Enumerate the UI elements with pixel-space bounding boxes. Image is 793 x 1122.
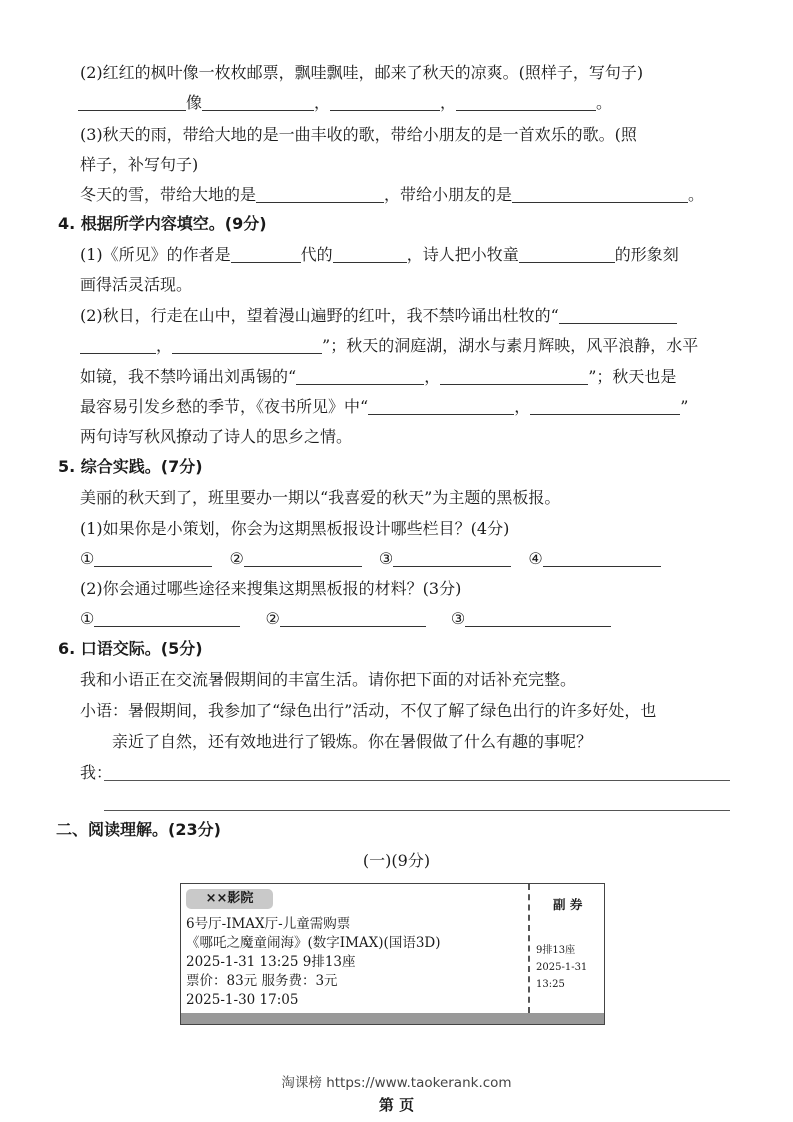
mark: ① [80,549,95,568]
answer-blank[interactable] [78,94,186,111]
text: 的形象刻 [614,245,679,264]
comma: ， [440,93,457,112]
text: ，诗人把小牧童 [406,245,519,264]
answer-blank[interactable] [519,246,615,263]
answer-blank[interactable] [530,398,680,415]
q4-p2-line5: 两句诗写秋风撩动了诗人的思乡之情。 [80,427,353,446]
ticket-showtime: 2025-1-31 13:25 9排13座 [186,954,356,970]
ticket-bottom-bar [181,1013,604,1024]
text: 代的 [300,245,333,264]
me-label: 我： [80,763,113,782]
answer-line[interactable] [104,780,730,781]
comma: ， [314,93,331,112]
answer-blank[interactable] [296,368,424,385]
section2-subtitle: (一)(9分) [362,851,431,870]
answer-blank[interactable] [172,337,322,354]
answer-blank[interactable] [456,94,596,111]
q5-intro: 美丽的秋天到了，班里要办一期以“我喜爱的秋天”为主题的黑板报。 [80,488,561,507]
answer-blank[interactable] [368,398,514,415]
q4-p2-line3 [80,366,676,388]
movie-ticket [180,883,605,1025]
q3-p3-line2: 样子，补写句子) [80,155,199,174]
q4-p1-line1 [80,244,679,266]
mark: ① [80,609,95,628]
q3-p3-fill-line [80,184,704,206]
ticket-issue-time: 2025-1-30 17:05 [186,992,299,1008]
answer-blank[interactable] [202,94,314,111]
cinema-name: ××影院 [186,889,273,909]
q4-p1-line2: 画得活灵活现。 [80,275,193,294]
text: (1)《所见》的作者是 [80,245,231,264]
xiaoyu-line2: 亲近了自然，还有效地进行了锻炼。你在暑假做了什么有趣的事呢？ [112,732,593,751]
stub-time: 13:25 [536,979,565,990]
q5-p1-answers [80,548,661,570]
answer-blank[interactable] [94,550,212,567]
q3-p3-line1: (3)秋天的雨，带给大地的是一曲丰收的歌，带给小朋友的是一首欢乐的歌。(照 [80,125,637,144]
q3-p2-answer-line [78,92,612,114]
answer-blank[interactable] [256,186,384,203]
answer-blank[interactable] [280,610,426,627]
mark: ③ [378,549,394,568]
q5-p2: (2)你会通过哪些途径来搜集这期黑板报的材料？(3分) [80,579,462,598]
period: 。 [596,93,613,112]
answer-blank[interactable] [244,550,362,567]
stub-title: 副 券 [553,897,583,912]
q6-title: 6. 口语交际。(5分) [58,639,203,658]
page-number: 第 页 [378,1096,415,1114]
answer-blank[interactable] [393,550,511,567]
answer-blank[interactable] [231,246,301,263]
text: ” [680,397,689,416]
answer-blank[interactable] [80,337,156,354]
q5-title: 5. 综合实践。(7分) [58,457,203,476]
q4-title: 4. 根据所学内容填空。(9分) [58,214,267,233]
q6-intro: 我和小语正在交流暑假期间的丰富生活。请你把下面的对话补充完整。 [80,670,577,689]
answer-blank[interactable] [330,94,440,111]
answer-blank[interactable] [94,610,240,627]
like-word: 像 [186,93,203,112]
q4-p2-line1 [80,305,677,327]
answer-blank[interactable] [543,550,661,567]
section2-title: 二、阅读理解。(23分) [56,820,221,839]
comma: ， [514,397,531,416]
mark: ② [229,549,244,568]
answer-blank[interactable] [512,186,688,203]
mark: ② [265,609,280,628]
ticket-price: 票价：83元 服务费：3元 [186,973,338,989]
q5-p2-answers [80,608,611,630]
answer-blank[interactable] [559,307,677,324]
comma: ， [424,367,441,386]
text: ”；秋天也是 [588,367,677,386]
fill-text: ，带给小朋友的是 [384,185,513,204]
q3-p2-prompt: (2)红红的枫叶像一枚枚邮票，飘哇飘哇，邮来了秋天的凉爽。(照样子，写句子) [80,63,644,82]
q4-p2-line2 [80,335,698,357]
fill-text: 冬天的雪，带给大地的是 [80,185,257,204]
answer-blank[interactable] [440,368,588,385]
answer-blank[interactable] [465,610,611,627]
q5-p1: (1)如果你是小策划，你会为这期黑板报设计哪些栏目？(4分) [80,519,510,538]
text: (2)秋日，行走在山中，望着漫山遍野的红叶，我不禁吟诵出杜牧的“ [80,306,559,325]
xiaoyu-line1: 小语：暑假期间，我参加了“绿色出行”活动，不仅了解了绿色出行的许多好处，也 [80,701,657,720]
q4-p2-line4 [80,396,688,418]
comma: ， [156,336,173,355]
stub-date: 2025-1-31 [536,962,588,973]
mark: ③ [450,609,466,628]
watermark-url: 淘课榜 https://www.taokerank.com [281,1075,512,1091]
text: ”；秋天的洞庭湖，湖水与素月辉映，风平浪静，水平 [322,336,699,355]
text: 最容易引发乡愁的季节，《夜书所见》中“ [80,397,369,416]
period: 。 [688,185,705,204]
perforation-line [528,884,530,1013]
text: 如镜，我不禁吟诵出刘禹锡的“ [80,367,297,386]
mark: ④ [528,549,543,568]
answer-blank[interactable] [333,246,407,263]
answer-line[interactable] [104,810,730,811]
ticket-hall: 6号厅-IMAX厅-儿童需购票 [186,916,351,932]
stub-seat: 9排13座 [536,945,576,956]
ticket-movie: 《哪吒之魔童闹海》(数字IMAX)(国语3D) [186,935,441,951]
